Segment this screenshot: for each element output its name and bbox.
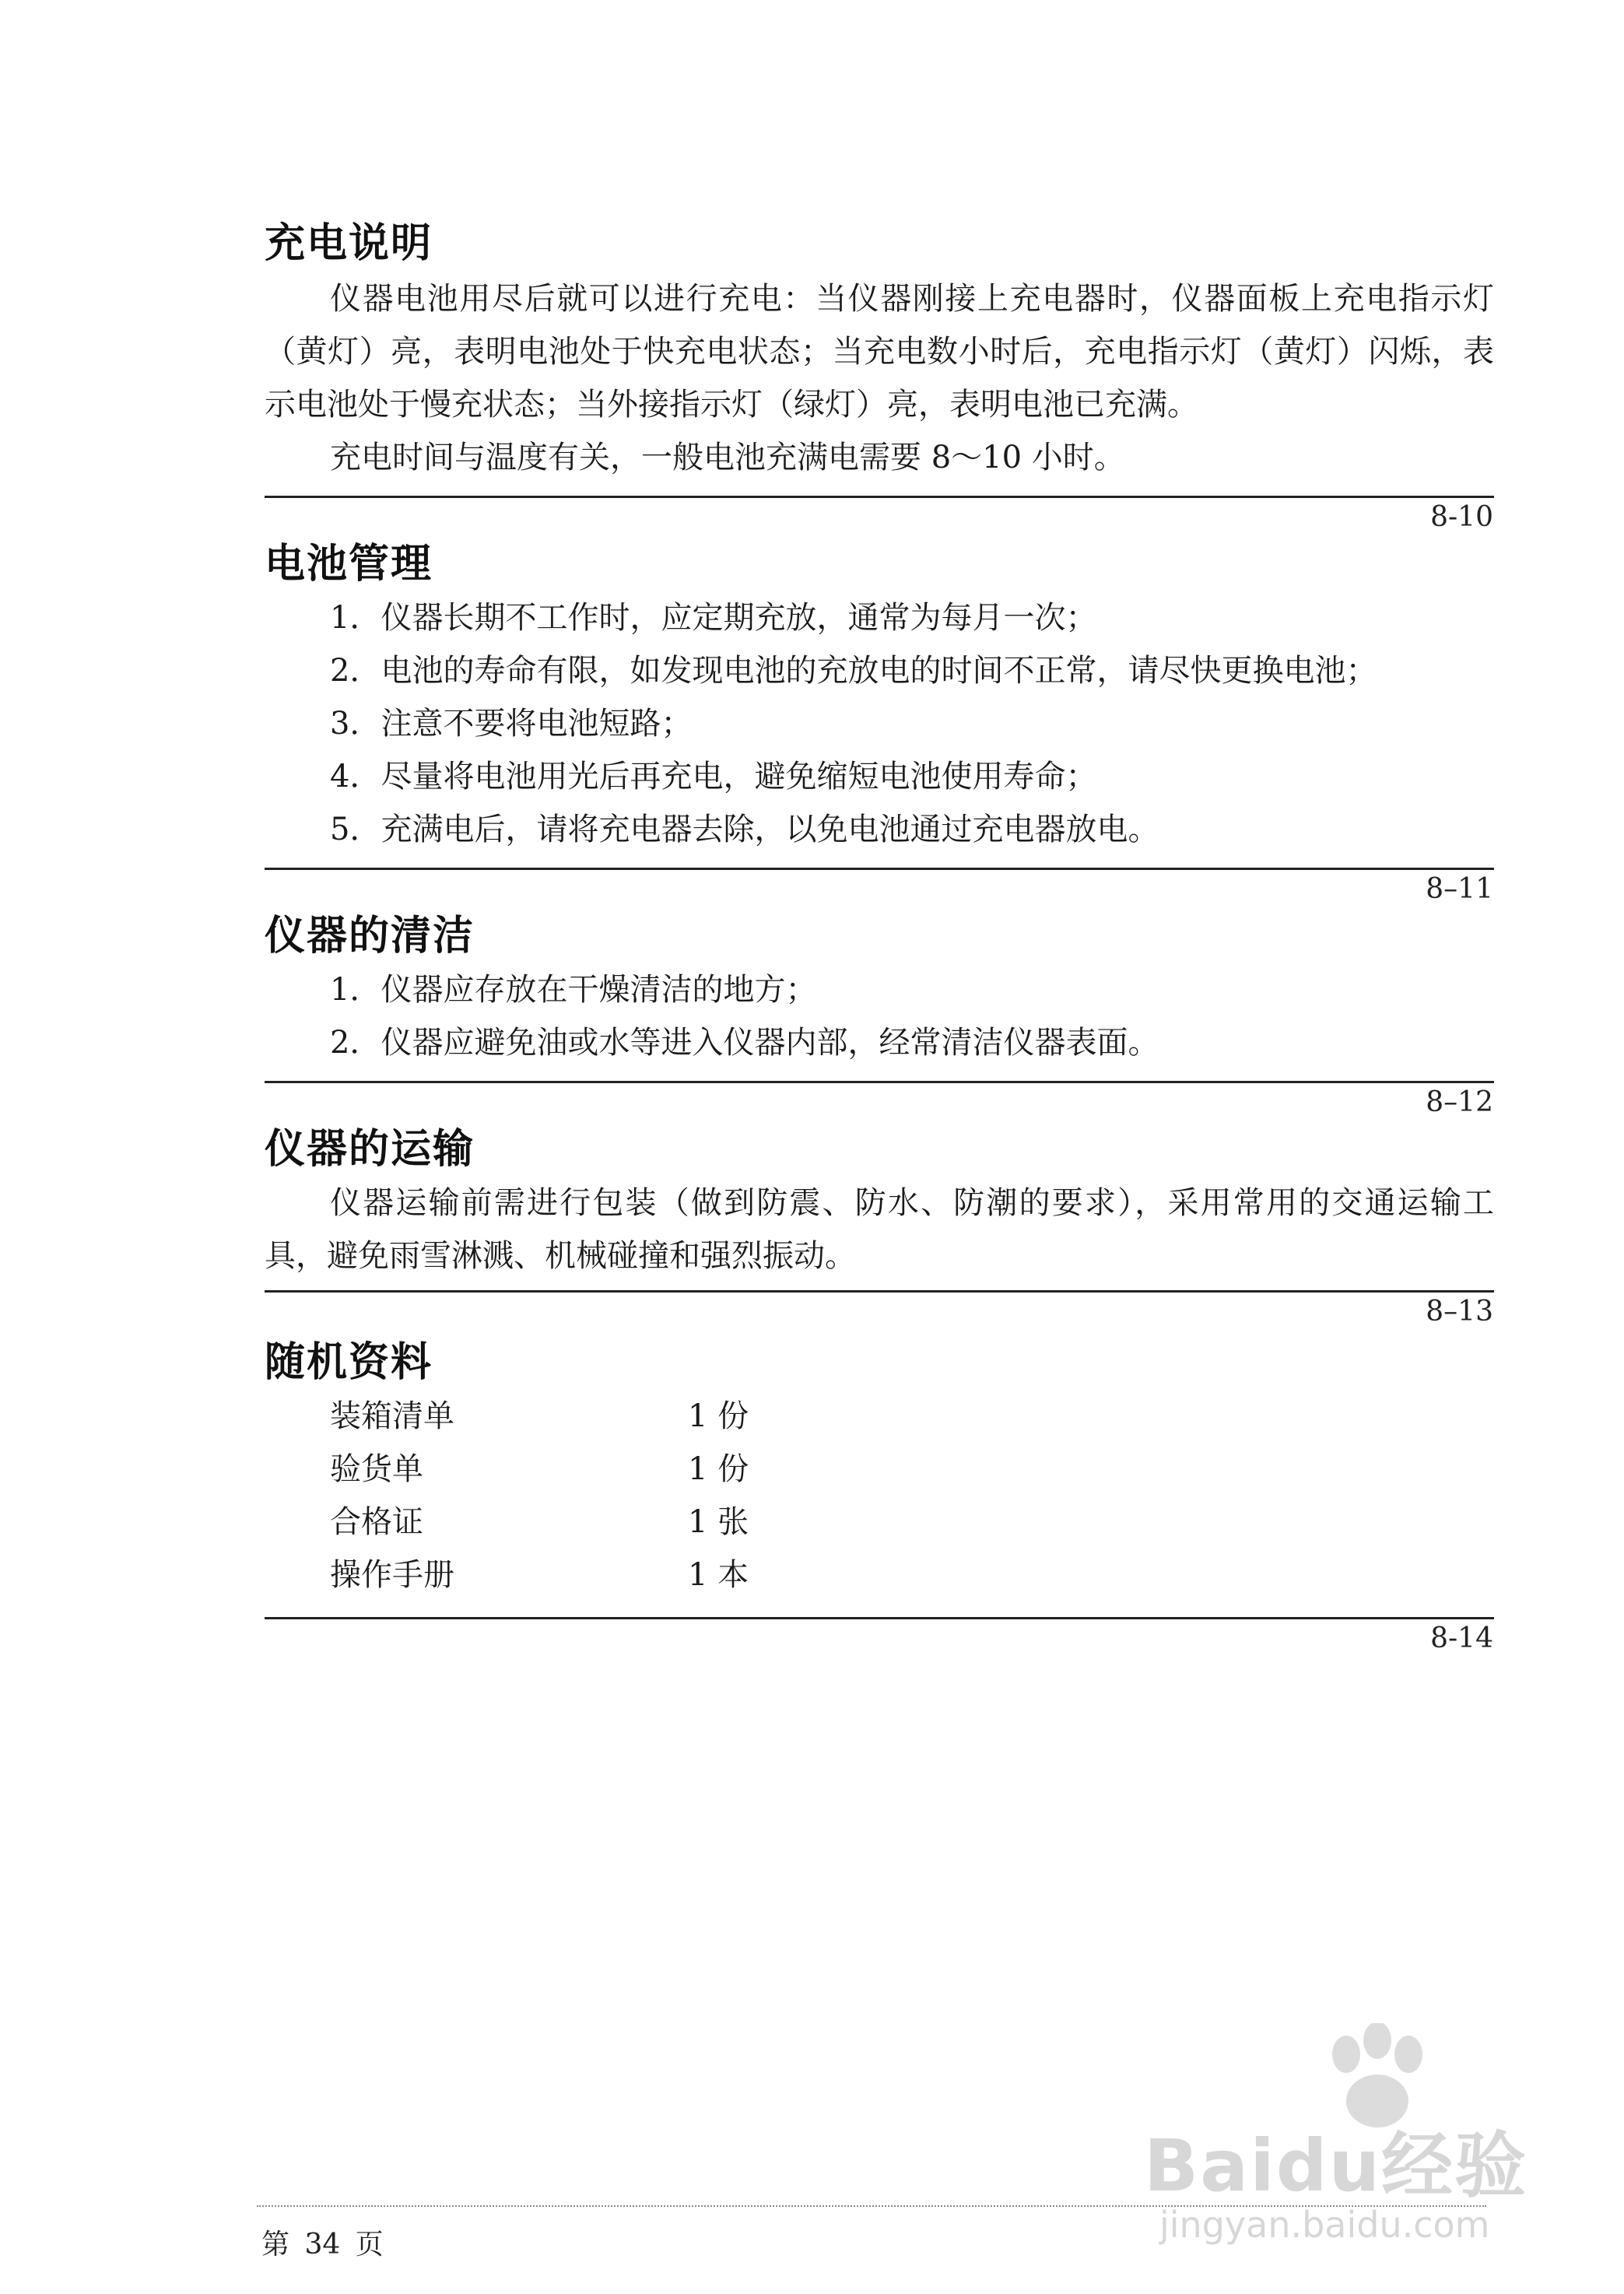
list-item: 5．充满电后，请将充电器去除，以免电池通过充电器放电。 <box>330 812 1159 847</box>
section-accompanying-documents <box>265 1335 1494 1601</box>
section-heading: 电池管理 <box>265 541 433 588</box>
document-name: 装箱清单 <box>330 1398 454 1434</box>
section-divider <box>265 1081 1494 1083</box>
document-row <box>265 1496 1494 1549</box>
document-quantity: 1 本 <box>688 1557 749 1593</box>
section-transport <box>265 1122 1494 1282</box>
list-item: 2．电池的寿命有限，如发现电池的充放电的时间不正常，请尽快更换电池； <box>330 653 1377 689</box>
watermark-logo: Baidu经验 <box>1144 2124 1528 2208</box>
document-row <box>265 1443 1494 1496</box>
list-item: 1．仪器长期不工作时，应定期充放，通常为每月一次； <box>330 600 1097 636</box>
paragraph: 仪器电池用尽后就可以进行充电：当仪器刚接上充电器时，仪器面板上充电指示灯（黄灯）亮，表明电池处于快充电状态；当充电数小时后，充电指示灯（黄灯）闪烁，表示电池处于慢充状态；当外接指示灯（绿灯）亮，表明电池已充满。 <box>265 281 1494 423</box>
section-code: 8-14 <box>1430 1622 1493 1654</box>
section-heading: 随机资料 <box>265 1339 433 1386</box>
paragraph: 充电时间与温度有关，一般电池充满电需要 8～10 小时。 <box>330 440 1125 475</box>
document-row <box>265 1390 1494 1443</box>
section-heading: 仪器的运输 <box>265 1126 475 1173</box>
list-item: 2．仪器应避免油或水等进入仪器内部，经常清洁仪器表面。 <box>330 1025 1159 1061</box>
baidu-watermark <box>1144 2023 1549 2257</box>
watermark-url: jingyan.baidu.com <box>1159 2204 1490 2246</box>
section-charging <box>265 216 1494 484</box>
list-item: 1．仪器应存放在干燥清洁的地方； <box>330 972 817 1008</box>
document-quantity: 1 份 <box>688 1451 749 1487</box>
paragraph: 仪器运输前需进行包装（做到防震、防水、防潮的要求），采用常用的交通运输工具，避免雨雪淋溅、机械碰撞和强烈振动。 <box>265 1185 1494 1274</box>
section-battery-management <box>265 537 1494 856</box>
section-divider <box>265 1290 1494 1293</box>
section-code: 8–13 <box>1426 1296 1493 1328</box>
page-number: 第 34 页 <box>261 2229 384 2261</box>
document-quantity: 1 张 <box>688 1504 749 1540</box>
section-heading: 充电说明 <box>265 220 433 267</box>
section-heading: 仪器的清洁 <box>265 913 475 959</box>
list-item: 4．尽量将电池用光后再充电，避免缩短电池使用寿命； <box>330 759 1097 794</box>
section-cleaning <box>265 909 1494 1069</box>
section-code: 8–11 <box>1426 873 1493 905</box>
document-quantity: 1 份 <box>688 1398 749 1434</box>
document-name: 合格证 <box>330 1504 423 1540</box>
section-code: 8-10 <box>1430 501 1493 533</box>
section-divider <box>265 868 1494 870</box>
document-name: 验货单 <box>330 1451 423 1487</box>
list-item: 3．注意不要将电池短路； <box>330 706 693 742</box>
section-divider <box>265 496 1494 498</box>
section-divider <box>265 1617 1494 1619</box>
section-code: 8–12 <box>1426 1086 1493 1118</box>
document-row <box>265 1549 1494 1601</box>
document-name: 操作手册 <box>330 1557 454 1593</box>
